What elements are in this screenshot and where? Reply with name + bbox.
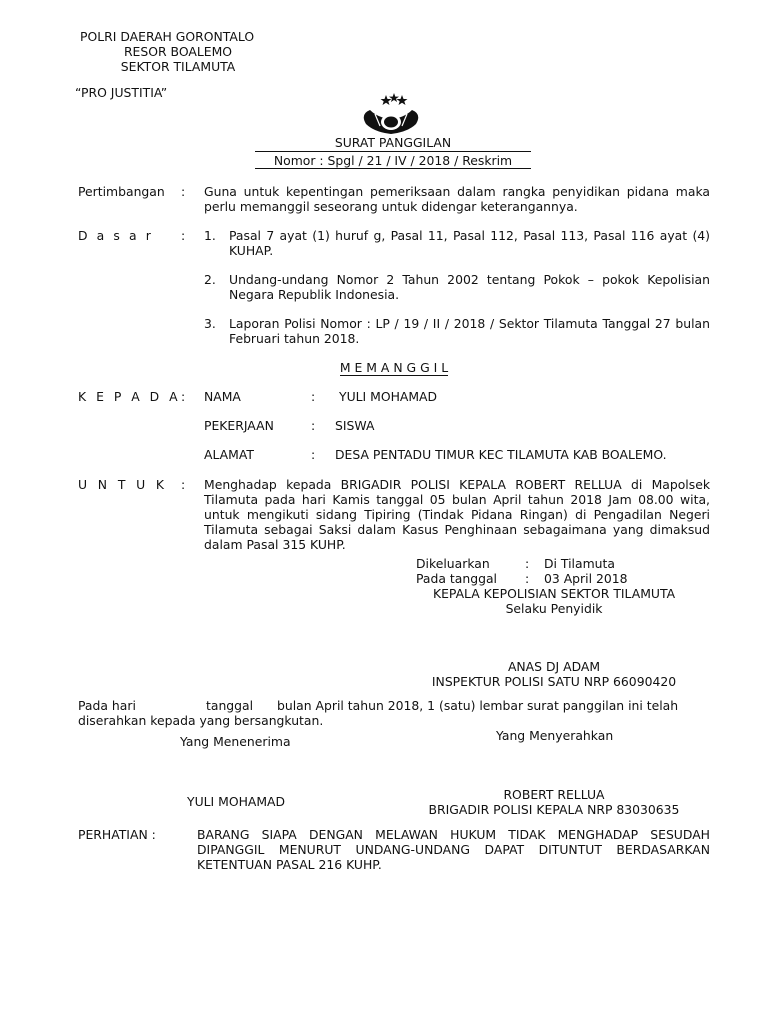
receiver-name: YULI MOHAMAD — [187, 794, 286, 809]
giver-name: ROBERT RELLUA — [503, 787, 605, 802]
kepada-label: K E P A D A — [78, 389, 181, 404]
perhatian-label: PERHATIAN : — [78, 827, 156, 842]
dasar-item-3-text: Laporan Polisi Nomor : LP / 19 / II / 2018 / Sektor Tilamuta Tanggal 27 bulan Februari tahun 2018. — [229, 316, 710, 346]
field-nama-value: YULI MOHAMAD — [339, 389, 438, 404]
number-rule — [255, 168, 531, 169]
memanggil-text: M E M A N G G I L — [339, 360, 449, 375]
field-alamat-key: ALAMAT — [204, 447, 254, 462]
issuer-role: Selaku Penyidik — [505, 601, 603, 616]
dasar-label: D a s a r — [78, 228, 154, 243]
memanggil-heading — [294, 360, 494, 375]
field-alamat-value: DESA PENTADU TIMUR KEC TILAMUTA KAB BOALEMO. — [335, 447, 667, 462]
dasar-item-2-text: Undang-undang Nomor 2 Tahun 2002 tentang Pokok – pokok Kepolisian Negara Republik Indonesia. — [229, 272, 710, 302]
dasar-item-2-num: 2. — [204, 272, 216, 287]
title-rule — [255, 151, 531, 152]
kepada-colon: : — [181, 389, 186, 404]
dasar-item-3-num: 3. — [204, 316, 216, 331]
field-pekerjaan-key: PEKERJAAN — [204, 418, 274, 433]
issuer-position: KEPALA KEPOLISIAN SEKTOR TILAMUTA — [432, 586, 676, 601]
perhatian-text: BARANG SIAPA DENGAN MELAWAN HUKUM TIDAK MENGHADAP SESUDAH DIPANGGIL MENURUT UNDANG-UNDANG DAPAT DITUNTUT BERDASARKAN KETENTUAN PASAL 216 KUHP. — [197, 827, 710, 872]
dasar-item-1-text: Pasal 7 ayat (1) huruf g, Pasal 11, Pasal 112, Pasal 113, Pasal 116 ayat (4) KUHAP. — [229, 228, 710, 258]
dikeluarkan-value: Di Tilamuta — [544, 556, 615, 571]
field-nama-colon: : — [311, 389, 316, 404]
header-sektor: SEKTOR TILAMUTA — [120, 59, 236, 74]
receipt-bulan-text: bulan April tahun 2018, 1 (satu) lembar surat panggilan ini telah — [277, 698, 679, 713]
field-pekerjaan-value: SISWA — [335, 418, 375, 433]
receipt-pada-hari: Pada hari — [78, 698, 136, 713]
dikeluarkan-label: Dikeluarkan — [416, 556, 490, 571]
header-polri-daerah: POLRI DAERAH GORONTALO — [80, 29, 255, 44]
tanggal-value: 03 April 2018 — [544, 571, 628, 586]
dasar-colon: : — [181, 228, 186, 243]
header-resor: RESOR BOALEMO — [123, 44, 233, 59]
field-alamat-colon: : — [311, 447, 316, 462]
receipt-tanggal: tanggal — [206, 698, 254, 713]
tanggal-label: Pada tanggal — [416, 571, 497, 586]
pertimbangan-text: Guna untuk kepentingan pemeriksaan dalam rangka penyidikan pidana maka perlu memanggil seseorang untuk didengar keterangannya. — [204, 184, 710, 214]
yang-menyerahkan: Yang Menyerahkan — [496, 728, 614, 743]
dasar-item-1-num: 1. — [204, 228, 216, 243]
tanggal-colon: : — [525, 571, 530, 586]
dikeluarkan-colon: : — [525, 556, 530, 571]
receipt-line-2: diserahkan kepada yang bersangkutan. — [78, 713, 324, 728]
signer-rank: INSPEKTUR POLISI SATU NRP 66090420 — [431, 674, 677, 689]
field-pekerjaan-colon: : — [311, 418, 316, 433]
document-number: Nomor : Spgl / 21 / IV / 2018 / Reskrim — [273, 153, 513, 168]
untuk-text: Menghadap kepada BRIGADIR POLISI KEPALA ROBERT RELLUA di Mapolsek Tilamuta pada hari Kamis tanggal 05 bulan April tahun 2018 Jam 08.00 wita, untuk mengikuti sidang Tipiring (Tindak Pidana Ringan) di Pengadilan Negeri Tilamuta sebagai Saksi dalam Kasus Penghinaan sebagaimana yang dimaksud dalam Pasal 315 KUHP. — [204, 477, 710, 552]
untuk-label: U N T U K — [78, 477, 168, 492]
giver-rank: BRIGADIR POLISI KEPALA NRP 83030635 — [428, 802, 680, 817]
field-nama-key: NAMA — [204, 389, 241, 404]
yang-menerima: Yang Menenerima — [180, 734, 291, 749]
pro-justitia: “PRO JUSTITIA” — [75, 85, 168, 100]
document-title: SURAT PANGGILAN — [334, 135, 452, 150]
pertimbangan-colon: : — [181, 184, 186, 199]
untuk-colon: : — [181, 477, 186, 492]
pertimbangan-label: Pertimbangan — [78, 184, 165, 199]
signer-name: ANAS DJ ADAM — [507, 659, 601, 674]
police-emblem-icon — [358, 92, 424, 136]
